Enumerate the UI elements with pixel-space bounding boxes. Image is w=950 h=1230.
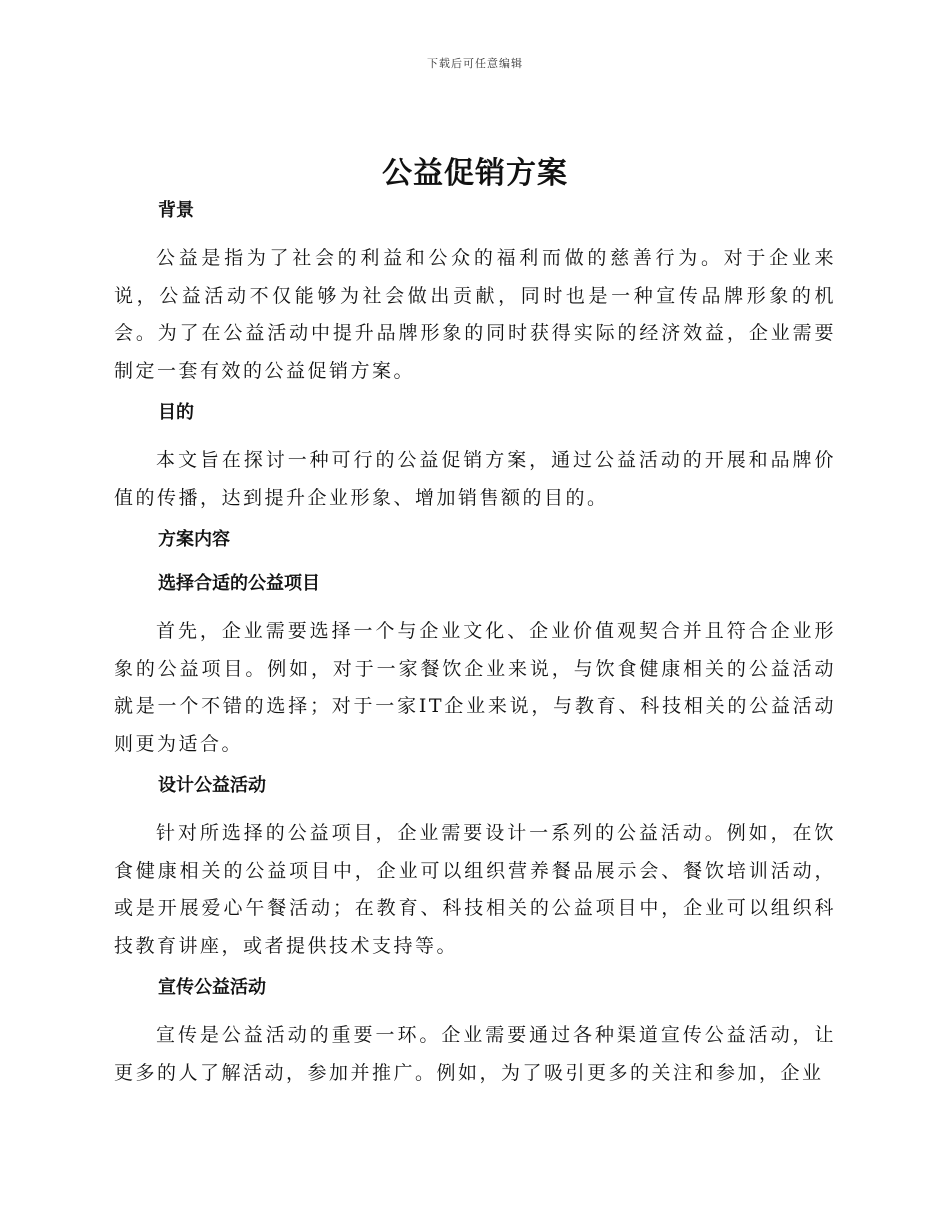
document-title: 公益促销方案 [382, 156, 568, 191]
section-heading-plan-content: 方案内容 [158, 529, 230, 550]
section-heading-purpose: 目的 [158, 402, 194, 423]
paragraph-select-project: 首先，企业需要选择一个与企业文化、企业价值观契合并且符合企业形象的公益项目。例如，对于一家餐饮企业来说，与饮食健康相关的公益活动就是一个不错的选择；对于一家IT企业来说，与教育、科技相关的公益活动则更为适合。 [114, 620, 836, 755]
paragraph-purpose: 本文旨在探讨一种可行的公益促销方案，通过公益活动的开展和品牌价值的传播，达到提升企业形象、增加销售额的目的。 [114, 449, 836, 509]
section-heading-background: 背景 [158, 200, 194, 221]
section-heading-design-activity: 设计公益活动 [158, 775, 266, 796]
paragraph-design-activity: 针对所选择的公益项目，企业需要设计一系列的公益活动。例如，在饮食健康相关的公益项目中，企业可以组织营养餐品展示会、餐饮培训活动，或是开展爱心午餐活动；在教育、科技相关的公益项目中，企业可以组织科技教育讲座，或者提供技术支持等。 [114, 822, 836, 957]
page-header-note: 下载后可任意编辑 [427, 57, 523, 70]
document-body [114, 196, 836, 1100]
paragraph-promote-activity: 宣传是公益活动的重要一环。企业需要通过各种渠道宣传公益活动，让更多的人了解活动，参加并推广。例如，为了吸引更多的关注和参加，企业 [114, 1024, 836, 1084]
paragraph-background: 公益是指为了社会的利益和公众的福利而做的慈善行为。对于企业来说，公益活动不仅能够为社会做出贡献，同时也是一种宣传品牌形象的机会。为了在公益活动中提升品牌形象的同时获得实际的经济效益，企业需要制定一套有效的公益促销方案。 [114, 247, 836, 382]
section-heading-select-project: 选择合适的公益项目 [158, 573, 320, 594]
section-heading-promote-activity: 宣传公益活动 [158, 977, 266, 998]
